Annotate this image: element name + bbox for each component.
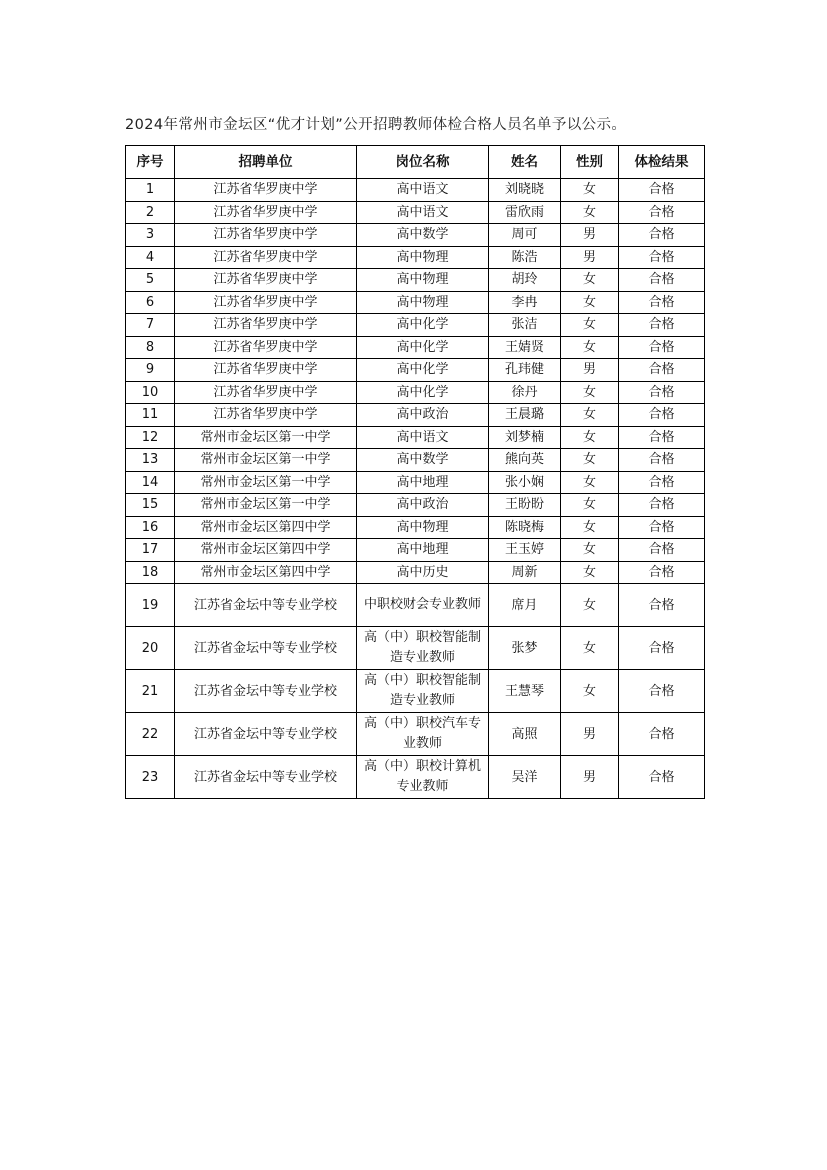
cell-position: 中职校财会专业教师 — [357, 584, 489, 627]
cell-unit: 江苏省华罗庚中学 — [175, 359, 357, 382]
cell-result: 合格 — [619, 449, 705, 472]
table-row — [126, 246, 705, 269]
cell-gender: 男 — [561, 756, 619, 799]
cell-name: 雷欣雨 — [489, 201, 561, 224]
header-unit: 招聘单位 — [175, 146, 357, 179]
cell-gender: 男 — [561, 359, 619, 382]
cell-result: 合格 — [619, 179, 705, 202]
cell-result: 合格 — [619, 539, 705, 562]
cell-result: 合格 — [619, 516, 705, 539]
cell-name: 席月 — [489, 584, 561, 627]
cell-gender: 女 — [561, 516, 619, 539]
table-row — [126, 224, 705, 247]
cell-result: 合格 — [619, 201, 705, 224]
cell-unit: 常州市金坛区第四中学 — [175, 561, 357, 584]
cell-name: 高照 — [489, 713, 561, 756]
cell-index: 19 — [126, 584, 175, 627]
header-position: 岗位名称 — [357, 146, 489, 179]
table-body — [126, 179, 705, 799]
document-title: 2024年常州市金坛区“优才计划”公开招聘教师体检合格人员名单予以公示。 — [125, 117, 627, 133]
table-row — [126, 561, 705, 584]
cell-position: 高中化学 — [357, 314, 489, 337]
cell-position: 高中化学 — [357, 381, 489, 404]
cell-unit: 江苏省华罗庚中学 — [175, 291, 357, 314]
cell-result: 合格 — [619, 336, 705, 359]
table-row — [126, 539, 705, 562]
table-row — [126, 516, 705, 539]
cell-name: 李冉 — [489, 291, 561, 314]
table-row — [126, 471, 705, 494]
cell-result: 合格 — [619, 246, 705, 269]
table-row — [126, 494, 705, 517]
table-row — [126, 713, 705, 756]
cell-position: 高（中）职校智能制造专业教师 — [357, 670, 489, 713]
cell-position: 高中物理 — [357, 246, 489, 269]
cell-unit: 江苏省华罗庚中学 — [175, 224, 357, 247]
cell-unit: 江苏省金坛中等专业学校 — [175, 670, 357, 713]
table-row — [126, 426, 705, 449]
cell-result: 合格 — [619, 381, 705, 404]
cell-position: 高中语文 — [357, 179, 489, 202]
cell-unit: 江苏省华罗庚中学 — [175, 246, 357, 269]
cell-gender: 女 — [561, 627, 619, 670]
cell-gender: 女 — [561, 539, 619, 562]
cell-name: 陈晓梅 — [489, 516, 561, 539]
cell-unit: 常州市金坛区第一中学 — [175, 426, 357, 449]
cell-position: 高中地理 — [357, 539, 489, 562]
cell-name: 王慧琴 — [489, 670, 561, 713]
table-row — [126, 359, 705, 382]
table-row — [126, 670, 705, 713]
table-header-row — [126, 146, 705, 179]
cell-gender: 女 — [561, 201, 619, 224]
cell-unit: 江苏省华罗庚中学 — [175, 201, 357, 224]
cell-gender: 女 — [561, 336, 619, 359]
cell-name: 徐丹 — [489, 381, 561, 404]
cell-unit: 江苏省金坛中等专业学校 — [175, 584, 357, 627]
cell-name: 张小娴 — [489, 471, 561, 494]
cell-index: 23 — [126, 756, 175, 799]
cell-name: 王盼盼 — [489, 494, 561, 517]
table-row — [126, 291, 705, 314]
cell-unit: 常州市金坛区第四中学 — [175, 539, 357, 562]
cell-name: 吴洋 — [489, 756, 561, 799]
cell-name: 周可 — [489, 224, 561, 247]
cell-gender: 女 — [561, 291, 619, 314]
cell-result: 合格 — [619, 291, 705, 314]
cell-result: 合格 — [619, 426, 705, 449]
cell-unit: 江苏省华罗庚中学 — [175, 404, 357, 427]
cell-unit: 江苏省金坛中等专业学校 — [175, 756, 357, 799]
cell-position: 高中化学 — [357, 336, 489, 359]
table-row — [126, 269, 705, 292]
cell-result: 合格 — [619, 561, 705, 584]
table-row — [126, 404, 705, 427]
cell-position: 高中物理 — [357, 269, 489, 292]
cell-unit: 常州市金坛区第四中学 — [175, 516, 357, 539]
cell-index: 6 — [126, 291, 175, 314]
cell-result: 合格 — [619, 584, 705, 627]
cell-index: 8 — [126, 336, 175, 359]
cell-index: 9 — [126, 359, 175, 382]
cell-unit: 江苏省华罗庚中学 — [175, 336, 357, 359]
cell-index: 11 — [126, 404, 175, 427]
table-row — [126, 756, 705, 799]
cell-gender: 女 — [561, 381, 619, 404]
cell-unit: 江苏省华罗庚中学 — [175, 269, 357, 292]
cell-position: 高中物理 — [357, 291, 489, 314]
cell-position: 高中政治 — [357, 404, 489, 427]
cell-unit: 江苏省金坛中等专业学校 — [175, 627, 357, 670]
cell-position: 高中数学 — [357, 224, 489, 247]
cell-name: 刘梦楠 — [489, 426, 561, 449]
cell-result: 合格 — [619, 670, 705, 713]
cell-result: 合格 — [619, 494, 705, 517]
cell-index: 16 — [126, 516, 175, 539]
cell-gender: 女 — [561, 426, 619, 449]
header-gender: 性别 — [561, 146, 619, 179]
cell-gender: 女 — [561, 471, 619, 494]
cell-index: 12 — [126, 426, 175, 449]
cell-name: 熊向英 — [489, 449, 561, 472]
cell-name: 陈浩 — [489, 246, 561, 269]
cell-index: 7 — [126, 314, 175, 337]
cell-position: 高中数学 — [357, 449, 489, 472]
cell-result: 合格 — [619, 756, 705, 799]
cell-index: 14 — [126, 471, 175, 494]
cell-gender: 男 — [561, 246, 619, 269]
cell-index: 5 — [126, 269, 175, 292]
cell-name: 王婧贤 — [489, 336, 561, 359]
cell-name: 刘晓晓 — [489, 179, 561, 202]
cell-gender: 女 — [561, 584, 619, 627]
results-table — [125, 145, 705, 799]
cell-unit: 江苏省金坛中等专业学校 — [175, 713, 357, 756]
cell-gender: 女 — [561, 494, 619, 517]
cell-name: 胡玲 — [489, 269, 561, 292]
cell-result: 合格 — [619, 627, 705, 670]
cell-result: 合格 — [619, 471, 705, 494]
header-name: 姓名 — [489, 146, 561, 179]
cell-name: 张洁 — [489, 314, 561, 337]
cell-gender: 男 — [561, 713, 619, 756]
cell-position: 高中物理 — [357, 516, 489, 539]
cell-gender: 女 — [561, 561, 619, 584]
cell-gender: 女 — [561, 449, 619, 472]
cell-index: 17 — [126, 539, 175, 562]
table-row — [126, 627, 705, 670]
cell-gender: 女 — [561, 404, 619, 427]
cell-index: 18 — [126, 561, 175, 584]
cell-result: 合格 — [619, 404, 705, 427]
cell-index: 21 — [126, 670, 175, 713]
cell-position: 高（中）职校汽车专业教师 — [357, 713, 489, 756]
cell-result: 合格 — [619, 359, 705, 382]
cell-index: 3 — [126, 224, 175, 247]
cell-gender: 女 — [561, 314, 619, 337]
cell-position: 高（中）职校智能制造专业教师 — [357, 627, 489, 670]
cell-position: 高（中）职校计算机专业教师 — [357, 756, 489, 799]
cell-index: 13 — [126, 449, 175, 472]
cell-result: 合格 — [619, 224, 705, 247]
cell-gender: 男 — [561, 224, 619, 247]
cell-name: 张梦 — [489, 627, 561, 670]
cell-gender: 女 — [561, 179, 619, 202]
cell-gender: 女 — [561, 670, 619, 713]
table-row — [126, 336, 705, 359]
table-row — [126, 201, 705, 224]
cell-index: 1 — [126, 179, 175, 202]
table-row — [126, 449, 705, 472]
cell-result: 合格 — [619, 269, 705, 292]
cell-result: 合格 — [619, 713, 705, 756]
cell-index: 15 — [126, 494, 175, 517]
cell-index: 20 — [126, 627, 175, 670]
cell-unit: 江苏省华罗庚中学 — [175, 381, 357, 404]
table-row — [126, 381, 705, 404]
header-result: 体检结果 — [619, 146, 705, 179]
cell-position: 高中历史 — [357, 561, 489, 584]
cell-index: 22 — [126, 713, 175, 756]
cell-index: 4 — [126, 246, 175, 269]
cell-unit: 江苏省华罗庚中学 — [175, 179, 357, 202]
table-row — [126, 179, 705, 202]
cell-unit: 常州市金坛区第一中学 — [175, 471, 357, 494]
cell-position: 高中化学 — [357, 359, 489, 382]
table-row — [126, 584, 705, 627]
cell-position: 高中地理 — [357, 471, 489, 494]
cell-position: 高中政治 — [357, 494, 489, 517]
cell-name: 孔玮健 — [489, 359, 561, 382]
table-row — [126, 314, 705, 337]
header-index: 序号 — [126, 146, 175, 179]
cell-index: 10 — [126, 381, 175, 404]
cell-name: 王晨璐 — [489, 404, 561, 427]
cell-result: 合格 — [619, 314, 705, 337]
cell-name: 周新 — [489, 561, 561, 584]
cell-position: 高中语文 — [357, 426, 489, 449]
cell-unit: 常州市金坛区第一中学 — [175, 494, 357, 517]
cell-unit: 江苏省华罗庚中学 — [175, 314, 357, 337]
cell-index: 2 — [126, 201, 175, 224]
cell-unit: 常州市金坛区第一中学 — [175, 449, 357, 472]
cell-name: 王玉婷 — [489, 539, 561, 562]
cell-gender: 女 — [561, 269, 619, 292]
cell-position: 高中语文 — [357, 201, 489, 224]
